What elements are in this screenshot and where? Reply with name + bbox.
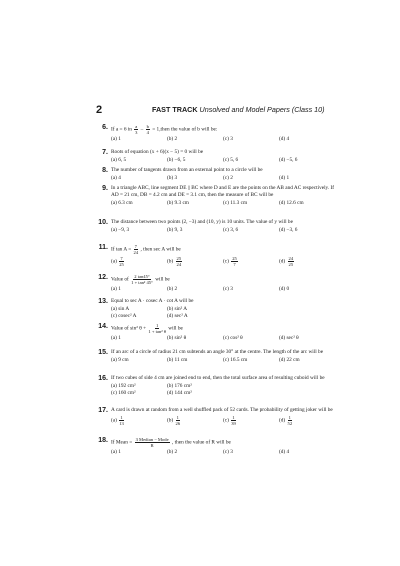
option-c[interactable]: (c) 11.3 cm xyxy=(223,200,248,206)
question-text: The number of tangents drawn from an external point to a circle will be xyxy=(111,167,263,173)
option-d[interactable]: (d) 1 xyxy=(279,175,290,181)
question-text: If an arc of a circle of radius 21 cm subtends an angle 30° at the centre. The length of the arc will be xyxy=(111,349,324,355)
options xyxy=(111,449,336,456)
question-7 xyxy=(96,149,336,164)
question-number: 6. xyxy=(102,124,108,131)
option-d[interactable]: (d) $\frac{1}{52}$ xyxy=(279,415,293,426)
options xyxy=(111,383,336,397)
question-text: Value of $\frac{2 \tan 45^\circ}{\text{1 + tan² 45°}}$ will be xyxy=(111,274,170,285)
option-b[interactable]: (b) $\frac{1}{26}$ xyxy=(167,415,181,426)
option-c[interactable]: (c) 3 xyxy=(223,449,233,455)
option-a[interactable]: (a) 1 xyxy=(111,136,121,142)
option-a[interactable]: (a) 192 cm² xyxy=(111,383,136,389)
question-number: 17. xyxy=(98,407,108,414)
option-b[interactable]: (b) sin² A xyxy=(167,306,188,312)
option-d[interactable]: (d) sec² θ xyxy=(279,335,299,341)
option-a[interactable]: (a) 4 xyxy=(111,175,121,181)
option-b[interactable]: (b) 2 xyxy=(167,136,178,142)
option-c[interactable]: (c) $\frac{1}{39}$ xyxy=(223,415,236,426)
option-c[interactable]: (c) $\frac{25}{7}$ xyxy=(223,256,237,267)
options xyxy=(111,157,336,164)
option-d[interactable]: (d) 144 cm² xyxy=(167,390,192,396)
option-b[interactable]: (b) 9.3 cm xyxy=(167,200,189,206)
options xyxy=(111,227,336,234)
header-title: FAST TRACK xyxy=(152,105,198,114)
question-text: If a = 6 in $\frac{a}{3}$ – $\frac{b}{4}$ = 1,then the value of b will be: xyxy=(111,124,218,135)
option-a[interactable]: (a) −9, 3 xyxy=(111,227,130,233)
option-c[interactable]: (c) 2 xyxy=(223,175,233,181)
question-number: 15. xyxy=(98,349,108,356)
options xyxy=(111,286,336,293)
option-b[interactable]: (b) −6, 5 xyxy=(167,157,186,163)
options xyxy=(111,175,336,182)
question-text: The distance between two points (2, −3) and (10, y) is 10 units. The value of y will be xyxy=(111,219,293,225)
option-d[interactable]: (d) 12.6 cm xyxy=(279,200,304,206)
options xyxy=(111,306,336,320)
question-6 xyxy=(96,124,336,143)
question-13 xyxy=(96,298,336,320)
option-a[interactable]: (a) 1 xyxy=(111,286,121,292)
option-b[interactable]: (b) 2 xyxy=(167,286,178,292)
options xyxy=(111,415,336,426)
option-b[interactable]: (b) 2 xyxy=(167,449,178,455)
option-c[interactable]: (c) 3 xyxy=(223,136,233,142)
question-10 xyxy=(96,219,336,234)
option-d[interactable]: (d) −5, 6 xyxy=(279,157,298,163)
question-9 xyxy=(96,185,336,207)
option-c[interactable]: (c) cosec² A xyxy=(111,313,137,319)
question-number: 7. xyxy=(102,149,108,156)
options xyxy=(111,256,336,267)
option-d[interactable]: (d) −3, 6 xyxy=(279,227,298,233)
question-11 xyxy=(96,244,336,267)
option-d[interactable]: (d) $\frac{24}{25}$ xyxy=(279,256,294,267)
question-text: Equal to sec A · cosec A · cot A will be xyxy=(111,298,194,304)
option-b[interactable]: (b) 3 xyxy=(167,175,178,181)
option-c[interactable]: (c) 160 cm² xyxy=(111,390,136,396)
option-b[interactable]: (b) 11 cm xyxy=(167,357,188,363)
question-number: 14. xyxy=(98,323,108,330)
option-c[interactable]: (c) 3 xyxy=(223,286,233,292)
options xyxy=(111,200,336,207)
option-d[interactable]: (d) 22 cm xyxy=(279,357,300,363)
option-c[interactable]: (c) 5, 6 xyxy=(223,157,239,163)
options xyxy=(111,335,336,342)
question-8 xyxy=(96,167,336,182)
question-text: If Mean = $\frac{\text{3 Median − Mode}}{R}$ , then the value of R will be xyxy=(111,437,231,448)
option-a[interactable]: (a) $\frac{1}{13}$ xyxy=(111,415,124,426)
options xyxy=(111,136,336,143)
option-b[interactable]: (b) 176 cm² xyxy=(167,383,192,389)
option-a[interactable]: (a) 6.3 cm xyxy=(111,200,133,206)
header-subtitle: Unsolved and Model Papers (Class 10) xyxy=(199,105,325,114)
option-a[interactable]: (a) 1 xyxy=(111,449,121,455)
page-header xyxy=(152,105,325,114)
option-b[interactable]: (b) 9, 3 xyxy=(167,227,183,233)
question-text: If two cubes of side 4 cm are joined end to end, then the total surface area of resulting cuboid will be xyxy=(111,375,325,381)
option-c[interactable]: (c) 16.5 cm xyxy=(223,357,248,363)
question-16 xyxy=(96,375,336,397)
option-b[interactable]: (b) $\frac{25}{24}$ xyxy=(167,256,182,267)
option-a[interactable]: (a) sin A xyxy=(111,306,130,312)
option-d[interactable]: (d) sec² A xyxy=(167,313,188,319)
question-number: 11. xyxy=(98,244,108,251)
question-text: Value of sin² θ + $\frac{1}{\text{1 + tan² θ}}$ will be xyxy=(111,323,183,334)
question-number: 12. xyxy=(98,274,108,281)
question-12 xyxy=(96,274,336,293)
option-d[interactable]: (d) 4 xyxy=(279,136,290,142)
question-text: Roots of equation (x + 6)(x − 5) = 0 will be xyxy=(111,149,204,155)
option-c[interactable]: (c) cos² θ xyxy=(223,335,243,341)
option-a[interactable]: (a) $\frac{7}{25}$ xyxy=(111,256,124,267)
page-number: 2 xyxy=(96,104,103,116)
question-14 xyxy=(96,323,336,342)
option-d[interactable]: (d) 4 xyxy=(279,449,290,455)
option-a[interactable]: (a) 9 cm xyxy=(111,357,129,363)
question-number: 9. xyxy=(102,185,108,192)
option-b[interactable]: (b) sin² θ xyxy=(167,335,187,341)
question-number: 16. xyxy=(98,375,108,382)
question-text: A card is drawn at random from a well shuffled pack of 52 cards. The probability of getting joker will be xyxy=(111,407,333,413)
question-18 xyxy=(96,437,336,456)
option-a[interactable]: (a) 1 xyxy=(111,335,121,341)
question-number: 8. xyxy=(102,167,108,174)
question-17 xyxy=(96,407,336,426)
option-a[interactable]: (a) 6, 5 xyxy=(111,157,127,163)
question-number: 13. xyxy=(98,298,108,305)
question-text: In a triangle ABC, line segment DE || BC where D and E are the points on the AB and AC respectively. If AD = 21 cm, DB = 4.2 cm and DE = 3.1 cm, then the measure of BC will be xyxy=(111,185,335,198)
option-c[interactable]: (c) 3, 6 xyxy=(223,227,239,233)
question-number: 10. xyxy=(98,219,108,226)
question-number: 18. xyxy=(98,437,108,444)
question-text: If tan A = $\frac{7}{24}$ , then sec A will be xyxy=(111,244,181,255)
option-d[interactable]: (d) 0 xyxy=(279,286,290,292)
question-15 xyxy=(96,349,336,364)
options xyxy=(111,357,336,364)
